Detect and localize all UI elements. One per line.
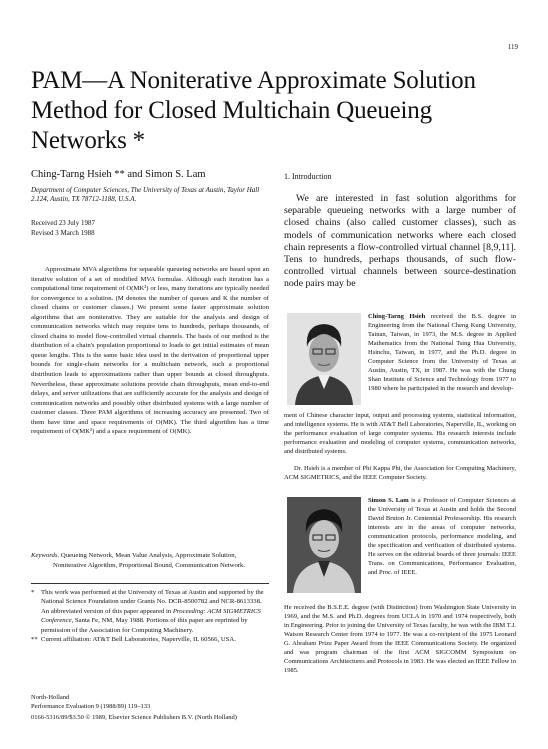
author-list: Ching-Tarng Hsieh ** and Simon S. Lam (31, 169, 206, 180)
bio-text: received the B.S. degree in Engineering from the National Cheng Kung University, Tainan, Taiwan, in 1973, the M.S. degree in Applied Mathematics from the National Tsing Hua University, Hsinchu, Taiwan, in 1977, and the Ph.D. degree in Computer Science from the University of Texas at Austin, Austin, TX, in 1987. He was with the Chung Shan Institute of Science and Technology from 1977 to 1980 where he participated in the research and develop- (368, 313, 517, 392)
author-affiliation: Department of Computer Sciences, The University of Texas at Austin, Taylor Hall 2.124, Austin, TX 78712-1188, U.S.A. (31, 186, 260, 203)
author-bio-lam (368, 497, 516, 578)
footnote-divider (31, 583, 269, 584)
author-photo-lam (287, 497, 361, 593)
author-photo-hsieh (287, 313, 361, 405)
keywords (31, 551, 269, 570)
page-number: 119 (507, 43, 518, 51)
footnote-text: Current affiliation: AT&T Bell Laboratories, Naperville, IL 60566, USA. (41, 636, 236, 644)
abstract: Approximate MVA algorithms for separable queueing networks are based upon an iterative solution of a set of modified MVA formulas. Although each iteration has a computational time requirement of O(MK²) or less, many iterations are typically needed for convergence to a solution. (M denotes the number of queues and K the number of closed chains or customer classes.) We present some faster approximate solution algorithms that are noniterative. They are suitable for the analysis and design of communication networks which may require tens to hundreds, perhaps thousands, of closed chains to model flow-controlled virtual channels. The basis of our method is the distribution of a chain's population proportional to loads to get initial estimates of mean queue lengths. This is the same basic idea used in the derivation of proportional upper bounds for single-chain networks for a multichain network, such a proportional distribution leads to approximations rather than upper bounds at closed throughputs. Nevertheless, these approximate solutions provide chain throughputs, mean end-to-end delays, and server utilizations that are sufficiently accurate for the analysis and design of communication networks and possibly other distributed systems with a large number of customer classes. Three PAM algorithms of increasing accuracy are presented. Two of them have time and space requirements of O(MK). The third algorithm has a time requirement of O(MK²) and a space requirement of O(MK). (31, 266, 269, 436)
bio-name: Simon S. Lam (368, 497, 409, 504)
section-heading: 1. Introduction (284, 172, 332, 181)
author-bio-hsieh-membership: Dr. Hsieh is a member of Phi Kappa Phi, the Association for Computing Machinery, ACM SIGMETRICS, and the IEEE Computer Society. (284, 465, 516, 481)
keywords-label: Keywords. (31, 552, 60, 559)
journal-citation: Performance Evaluation 9 (1988/89) 119–133 (31, 703, 151, 710)
introduction-text: We are interested in fast solution algorithms for separable queueing networks with a large number of closed chains (also called customer classes), such as models of communication networks where each closed chain represents a flow-controlled virtual channel [8,9,11]. Tens to hundreds, perhaps thousands, of such flow-controlled virtual channels between source-destination node pairs may be (284, 193, 516, 290)
footnote (31, 588, 269, 635)
copyright-line: 0166-5316/89/$3.50 © 1989, Elsevier Science Publishers B.V. (North Holland) (31, 714, 237, 721)
paper-title: PAM—A Noniterative Approximate Solution Method for Closed Multichain Queueing Networks * (31, 67, 476, 154)
footnote-text-end: , Santa Fe, NM, May 1988. Portions of this paper are reprinted by permission of the Association for Computing Machinery. (41, 617, 248, 634)
author-bio-lam-cont: He received the B.S.E.E. degree (with Distinction) from Washington State University in 1969, and the M.S. and Ph.D. degrees from UCLA in 1970 and 1974 respectively, both in Engineering. Prior to joining the University of Texas faculty, he was with the IBM T.J. Watson Research Center from 1974 to 1977. He was a co-recipient of the 1975 Leonard G. Abraham Prize Paper Award from the IEEE Communications Society. He organized and was program chairman of the first ACM SIGCOMM Symposium on Communications Architectures and Protocols in 1983. He was elected an IEEE Fellow in 1985. (284, 604, 516, 674)
journal-info (31, 693, 150, 711)
bio-text: is a Professor of Computer Sciences at the University of Texas at Austin and holds the Second David Bruton Jr. Centennial Professorship. His research interests are in the areas of computer networks, communication protocols, performance modeling, and the specification and verification of distributed systems. He serves on the editorial boards of three journals: IEEE Trans. on Communications, Performance Evaluation, and Proc. of IEEE. (368, 497, 516, 576)
publisher: North-Holland (31, 694, 70, 701)
footnote-venue: Proceeding: ACM SIGMETRICS Conference (41, 607, 261, 625)
footnote-mark: ** (31, 636, 38, 644)
keywords-text: Queueing Network, Mean Value Analysis, Approximate Solution, Noniterative Algorithm, Proportional Bound, Communication Network. (53, 552, 246, 569)
footnotes (31, 588, 269, 644)
bio-name: Ching-Tarng Hsieh (368, 313, 426, 320)
footnote-mark: * (31, 589, 35, 596)
revised-date: Revised 3 March 1988 (31, 229, 95, 237)
author-bio-hsieh (368, 313, 516, 394)
footnote (31, 635, 269, 644)
received-date: Received 23 July 1987 (31, 219, 95, 227)
received-dates (31, 218, 95, 238)
author-bio-hsieh-cont: ment of Chinese character input, output and processing systems, statistical information, and intelligence systems. He is with AT&T Bell Laboratories, Naperville, IL, working on the performance evaluation of large computer systems. His research interests include performance evaluation and modeling of computer systems, communication networks, and distributed systems. (284, 412, 516, 455)
footnote-text: This work was performed at the University of Texas at Austin and supported by the National Science Foundation under Grants No. DCR-8500782 and NCR-8613338. An abbreviated version of this paper appeared in (41, 589, 264, 615)
